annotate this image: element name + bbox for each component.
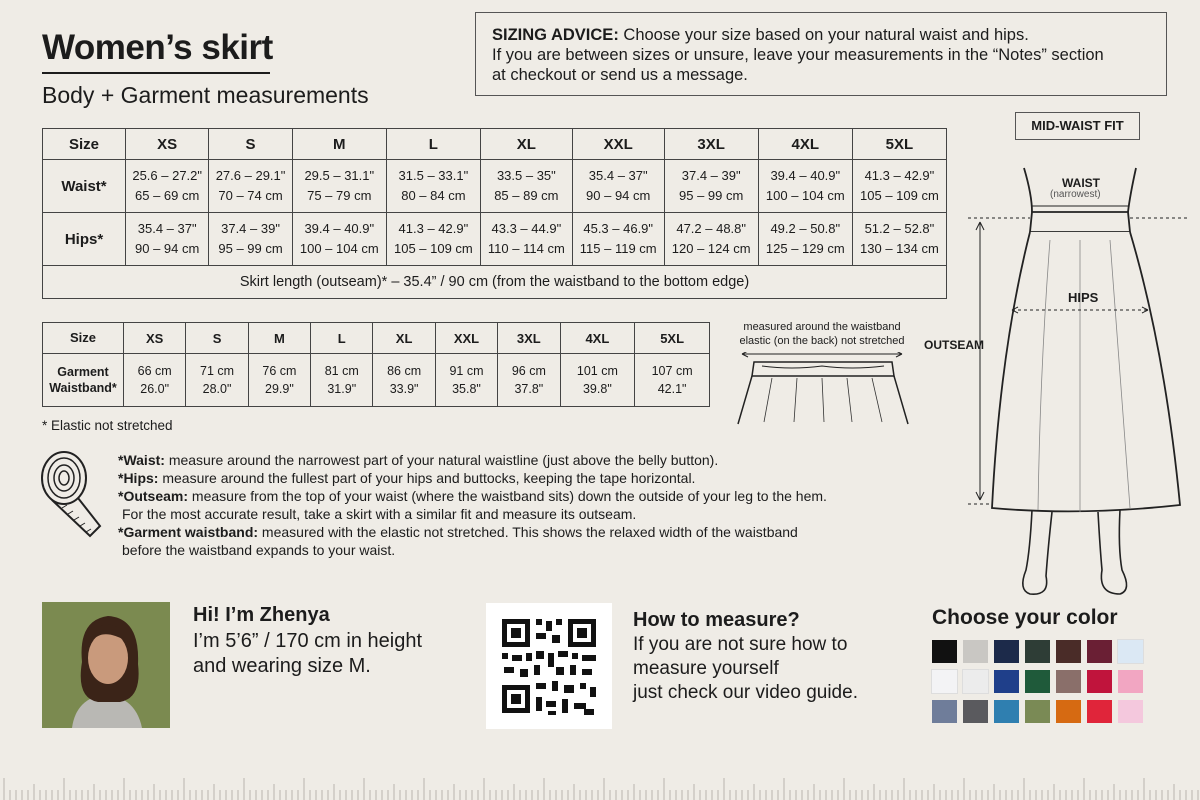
size-col-l: L: [386, 129, 480, 160]
color-swatch[interactable]: [1056, 640, 1081, 663]
table-cell: 86 cm 33.9": [373, 354, 435, 407]
table-cell: 43.3 – 44.9" 110 – 114 cm: [480, 213, 572, 266]
how-to-line-1: If you are not sure how to: [633, 634, 848, 655]
table-row: [43, 354, 710, 407]
model-title: Hi! I’m Zhenya: [193, 604, 330, 626]
color-swatch[interactable]: [1118, 670, 1143, 693]
table-cell: 33.5 – 35" 85 – 89 cm: [480, 160, 572, 213]
size-col-xl: XL: [373, 323, 435, 354]
table-cell: 51.2 – 52.8" 130 – 134 cm: [852, 213, 946, 266]
color-swatch[interactable]: [994, 670, 1019, 693]
color-swatch[interactable]: [994, 640, 1019, 663]
advice-line-1: Choose your size based on your natural waist and hips.: [618, 26, 1029, 44]
waistband-caption: measured around the waistband elastic (on the back) not stretched: [739, 321, 905, 347]
model-photo: [42, 602, 170, 728]
table-cell: 101 cm 39.8": [560, 354, 635, 407]
outseam-label: OUTSEAM: [924, 338, 984, 352]
table-cell: 81 cm 31.9": [311, 354, 373, 407]
garment-waistband-label: Garment Waistband*: [43, 354, 124, 407]
how-to-title: How to measure?: [633, 609, 800, 631]
color-swatch[interactable]: [994, 700, 1019, 723]
size-col-3xl: 3XL: [664, 129, 758, 160]
page-title: Women’s skirt: [42, 28, 273, 67]
model-height: I’m 5’6” / 170 cm in height: [193, 630, 422, 652]
body-measurements-table: [42, 128, 947, 299]
color-swatch[interactable]: [963, 670, 988, 693]
color-swatch[interactable]: [1025, 670, 1050, 693]
color-swatch[interactable]: [1025, 640, 1050, 663]
table-cell: 71 cm 28.0": [186, 354, 248, 407]
color-swatch[interactable]: [932, 700, 957, 723]
size-col-s: S: [186, 323, 248, 354]
color-swatch[interactable]: [1056, 700, 1081, 723]
size-col-xs: XS: [126, 129, 209, 160]
size-col-4xl: 4XL: [758, 129, 852, 160]
table-cell: 66 cm 26.0": [124, 354, 186, 407]
table-cell: 27.6 – 29.1" 70 – 74 cm: [209, 160, 292, 213]
elastic-note: * Elastic not stretched: [42, 418, 173, 433]
color-title: Choose your color: [932, 606, 1118, 629]
size-col-xxl: XXL: [435, 323, 497, 354]
table-cell: 91 cm 35.8": [435, 354, 497, 407]
table-cell: 39.4 – 40.9" 100 – 104 cm: [758, 160, 852, 213]
size-col-m: M: [248, 323, 310, 354]
size-col-3xl: 3XL: [498, 323, 560, 354]
color-swatch[interactable]: [1087, 670, 1112, 693]
sizing-advice-box: [475, 12, 1167, 96]
qr-code-icon[interactable]: [486, 603, 612, 729]
size-col-5xl: 5XL: [635, 323, 710, 354]
table-cell: 29.5 – 31.1" 75 – 79 cm: [292, 160, 386, 213]
table-header-row: [43, 129, 947, 160]
table-row: [43, 160, 947, 213]
table-header-row: [43, 323, 710, 354]
size-header: Size: [43, 129, 126, 160]
size-col-m: M: [292, 129, 386, 160]
table-cell: 39.4 – 40.9" 100 – 104 cm: [292, 213, 386, 266]
color-swatch[interactable]: [932, 640, 957, 663]
size-header: Size: [43, 323, 124, 354]
advice-label: SIZING ADVICE:: [492, 26, 619, 44]
color-swatch[interactable]: [1087, 640, 1112, 663]
size-col-l: L: [311, 323, 373, 354]
color-swatch-grid: [932, 640, 1143, 723]
how-to-line-3: just check our video guide.: [633, 682, 858, 703]
color-swatch[interactable]: [1118, 640, 1143, 663]
size-col-xs: XS: [124, 323, 186, 354]
size-col-xxl: XXL: [572, 129, 664, 160]
table-cell: 107 cm 42.1": [635, 354, 710, 407]
table-cell: 49.2 – 50.8" 125 – 129 cm: [758, 213, 852, 266]
color-swatch[interactable]: [1118, 700, 1143, 723]
fit-badge: MID-WAIST FIT: [1015, 112, 1140, 140]
garment-waistband-table: [42, 322, 710, 407]
hips-label: HIPS: [1068, 290, 1099, 305]
size-col-4xl: 4XL: [560, 323, 635, 354]
table-cell: 76 cm 29.9": [248, 354, 310, 407]
model-size: and wearing size M.: [193, 655, 371, 677]
size-col-5xl: 5XL: [852, 129, 946, 160]
waist-label: WAIST: [1062, 176, 1100, 190]
advice-line-2: If you are between sizes or unsure, leave your measurements in the “Notes” section: [492, 46, 1104, 64]
table-cell: 45.3 – 46.9" 115 – 119 cm: [572, 213, 664, 266]
waist-sub-label: (narrowest): [1050, 189, 1101, 200]
table-cell: 35.4 – 37" 90 – 94 cm: [126, 213, 209, 266]
color-swatch[interactable]: [932, 670, 957, 693]
table-cell: 96 cm 37.8": [498, 354, 560, 407]
table-cell: 35.4 – 37" 90 – 94 cm: [572, 160, 664, 213]
color-swatch[interactable]: [963, 700, 988, 723]
table-cell: 41.3 – 42.9" 105 – 109 cm: [852, 160, 946, 213]
measuring-tape-icon: [38, 448, 106, 540]
table-row: [43, 266, 947, 299]
waist-row-label: Waist*: [43, 160, 126, 213]
table-cell: 37.4 – 39" 95 – 99 cm: [664, 160, 758, 213]
ruler-decoration: [0, 744, 1200, 800]
how-to-line-2: measure yourself: [633, 658, 779, 679]
table-cell: 37.4 – 39" 95 – 99 cm: [209, 213, 292, 266]
table-cell: 47.2 – 48.8" 120 – 124 cm: [664, 213, 758, 266]
advice-line-3: at checkout or send us a message.: [492, 66, 748, 84]
skirt-length-note: Skirt length (outseam)* – 35.4” / 90 cm (from the waistband to the bottom edge): [43, 266, 947, 299]
size-col-s: S: [209, 129, 292, 160]
color-swatch[interactable]: [1087, 700, 1112, 723]
waistband-illustration-icon: [732, 352, 912, 427]
table-cell: 25.6 – 27.2" 65 – 69 cm: [126, 160, 209, 213]
table-cell: 41.3 – 42.9" 105 – 109 cm: [386, 213, 480, 266]
table-cell: 31.5 – 33.1" 80 – 84 cm: [386, 160, 480, 213]
measurement-definitions: *Waist: measure around the narrowest part of your natural waistline (just above the belly button). *Hips: measure around the fullest part of your hips and buttocks, keeping the tape horizontal. *Outseam: measure from the top of your waist (where the waistband sits) down the outside of your leg to the hem. For the most accurate result, take a skirt with a similar fit and measure its outseam. *Garment waistband: measured with the elastic not stretched. This shows the relaxed width of the waistband before the waistband expands to your waist.: [118, 452, 827, 558]
color-swatch[interactable]: [1056, 670, 1081, 693]
color-swatch[interactable]: [963, 640, 988, 663]
hips-row-label: Hips*: [43, 213, 126, 266]
title-underline: [42, 72, 270, 74]
table-row: [43, 213, 947, 266]
page-subtitle: Body + Garment measurements: [42, 82, 369, 108]
skirt-figure-icon: [960, 150, 1195, 600]
size-col-xl: XL: [480, 129, 572, 160]
color-swatch[interactable]: [1025, 700, 1050, 723]
